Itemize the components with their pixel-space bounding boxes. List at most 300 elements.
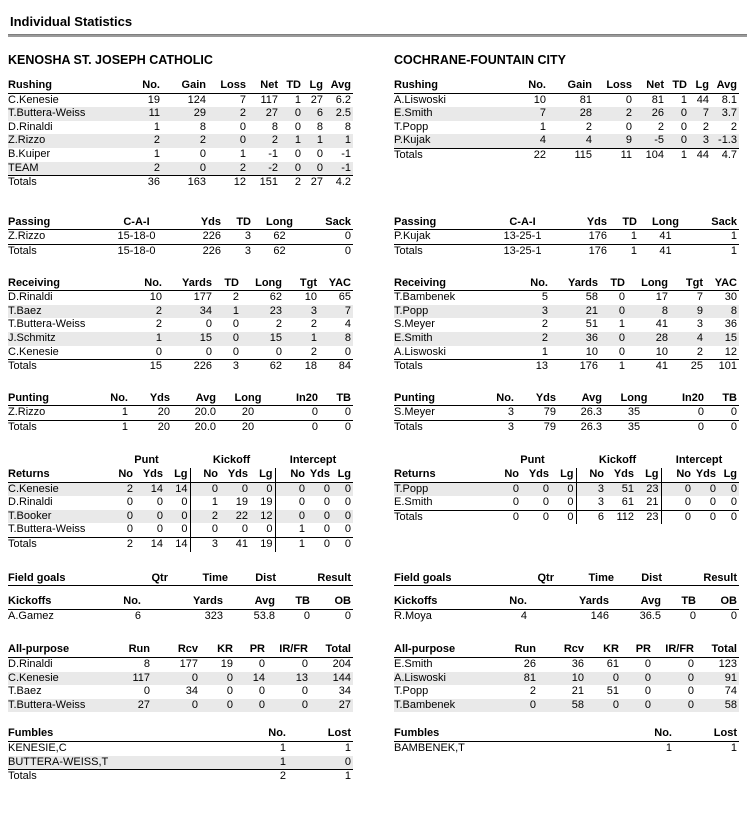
column-header-cell: Yds xyxy=(185,216,223,230)
player-name-cell: D.Rinaldi xyxy=(8,120,53,133)
stat-cell: 0 xyxy=(143,685,150,698)
column-header-cell: No. xyxy=(494,277,550,291)
stat-row xyxy=(394,332,739,346)
stat-cell: 0 xyxy=(653,672,696,686)
player-name-cell: D.Rinaldi xyxy=(8,291,53,304)
stat-row xyxy=(394,291,739,305)
stat-row xyxy=(394,496,739,510)
stat-cell: 1 xyxy=(108,332,164,346)
stat-cell: 35 xyxy=(627,406,641,419)
stat-cell: 0 xyxy=(156,496,163,509)
stat-cell: 22 xyxy=(502,148,548,162)
stat-cell: 0 xyxy=(280,107,303,121)
totals-label-cell: Totals xyxy=(394,360,494,374)
stat-cell: 62 xyxy=(269,291,282,304)
totals-label-cell: Totals xyxy=(394,420,479,434)
stat-cell: 0 xyxy=(241,523,249,536)
stat-cell: 1 xyxy=(325,134,353,148)
stat-cell: 11 xyxy=(594,148,634,162)
stat-cell: 0 xyxy=(258,685,265,698)
stat-cell: 12 xyxy=(250,510,275,524)
stat-cell: 0 xyxy=(135,510,165,524)
stat-cell: 10 xyxy=(533,93,546,106)
stat-cell: 62 xyxy=(273,230,286,243)
stat-cell: 1 xyxy=(618,318,625,331)
column-header-cell: No xyxy=(190,468,220,482)
column-header-cell: Loss xyxy=(594,79,634,93)
stat-row xyxy=(8,406,353,421)
column-header-cell: Rcv xyxy=(152,643,200,657)
stat-cell: 6 xyxy=(134,609,141,622)
stat-cell: 12 xyxy=(724,345,737,358)
column-header-cell: Yards xyxy=(529,595,611,609)
stat-cell: 0 xyxy=(181,496,188,509)
column-header-cell: In20 xyxy=(280,392,320,406)
stat-cell: 0 xyxy=(521,482,551,496)
stat-cell: 0 xyxy=(344,523,352,536)
stat-cell: 0 xyxy=(542,496,549,509)
punting-table xyxy=(394,392,739,435)
column-header-row xyxy=(394,727,739,741)
column-header-cell: Yds xyxy=(516,392,558,406)
stat-cell: 27 xyxy=(303,176,325,190)
stat-cell: 0 xyxy=(653,699,696,713)
stat-cell: 26.3 xyxy=(558,420,604,434)
player-name-cell: S.Meyer xyxy=(394,406,435,419)
stat-cell: 34 xyxy=(164,305,214,319)
stat-cell: 0 xyxy=(344,345,351,358)
column-header-cell: Avg xyxy=(325,79,353,93)
totals-label-cell: Totals xyxy=(8,244,90,258)
stat-cell: 0 xyxy=(266,523,273,536)
stat-cell: 41 xyxy=(220,538,250,552)
stat-cell: 0 xyxy=(235,699,267,713)
totals-label-cell: Totals xyxy=(394,148,502,162)
player-name-cell: E.Smith xyxy=(394,107,502,121)
player-name-cell: P.Kujak xyxy=(394,134,502,148)
column-header-row xyxy=(394,216,739,230)
section-label: Receiving xyxy=(394,277,494,291)
stat-cell: 2 xyxy=(310,345,317,358)
stat-cell: 7 xyxy=(689,107,711,121)
column-header-cell: Yds xyxy=(307,468,332,482)
spacer-cell xyxy=(8,454,105,468)
stat-cell: 2 xyxy=(116,134,162,148)
stat-cell: 61 xyxy=(621,496,635,509)
section-label: All-purpose xyxy=(8,643,106,657)
group-header-cell: Kickoff xyxy=(598,454,637,467)
column-header-cell: Lg xyxy=(718,468,739,482)
stat-row xyxy=(8,523,353,537)
stat-cell: 1 xyxy=(680,93,687,106)
stat-cell: 0 xyxy=(258,658,265,670)
stat-cell: 3 xyxy=(223,244,253,258)
stat-cell: 6 xyxy=(576,510,606,524)
player-name-cell: S.Meyer xyxy=(394,318,435,331)
stat-cell: 0 xyxy=(308,244,353,258)
stat-cell: 13 xyxy=(267,672,310,686)
stat-cell: 0 xyxy=(600,332,627,346)
column-header-cell: Total xyxy=(696,643,739,657)
stat-cell: 19 xyxy=(250,538,275,552)
stat-cell: 18 xyxy=(284,360,319,374)
column-header-cell: Avg xyxy=(611,595,663,609)
stat-cell: 19 xyxy=(220,658,233,670)
stat-row xyxy=(394,609,739,623)
stat-cell: 3 xyxy=(507,406,514,419)
stat-cell: 35 xyxy=(604,420,666,434)
stat-row xyxy=(8,121,353,135)
stat-cell: 1 xyxy=(730,230,737,243)
stat-cell: 61 xyxy=(606,658,619,670)
stat-row xyxy=(8,685,353,699)
stat-cell: 0 xyxy=(190,482,220,496)
player-name-cell: TEAM xyxy=(8,162,116,176)
stat-cell: 8.1 xyxy=(721,93,737,106)
stat-cell: 323 xyxy=(204,609,223,622)
stat-cell: 13-25-1 xyxy=(503,230,542,243)
stat-cell: 0 xyxy=(200,699,235,713)
stat-cell: 51 xyxy=(585,318,598,331)
player-name-cell: E.Smith xyxy=(394,496,433,509)
column-header-cell: Lg xyxy=(689,79,711,93)
stat-cell: 112 xyxy=(606,510,636,524)
stat-cell: 0 xyxy=(323,523,331,536)
stat-row xyxy=(8,658,353,672)
column-header-cell: Result xyxy=(278,572,353,586)
column-header-cell: TD xyxy=(609,216,639,230)
stat-cell: 0 xyxy=(644,658,651,670)
stat-cell: 2 xyxy=(208,162,248,176)
column-header-cell: Long xyxy=(604,392,666,406)
column-header-cell: In20 xyxy=(666,392,706,406)
totals-label-cell: Totals xyxy=(8,538,105,552)
player-name-cell: T.Popp xyxy=(394,305,494,319)
column-header-cell: IR/FR xyxy=(653,643,696,657)
column-header-cell: Long xyxy=(253,216,308,230)
stat-cell: 0 xyxy=(232,318,239,331)
stat-cell: 4 xyxy=(520,609,527,622)
stat-cell: 41 xyxy=(659,230,672,243)
column-header-cell: TB xyxy=(663,595,698,609)
stat-cell: 0 xyxy=(250,482,275,496)
player-name-cell: R.Moya xyxy=(394,609,432,622)
player-name-cell: J.Schmitz xyxy=(8,332,108,346)
stat-cell: 11 xyxy=(116,107,162,121)
column-header-cell: No. xyxy=(594,727,674,741)
stat-cell: 41 xyxy=(655,318,668,331)
stat-cell: 0 xyxy=(586,699,621,713)
column-header-row xyxy=(394,572,739,586)
column-header-cell: No. xyxy=(479,392,516,406)
stat-cell: 1 xyxy=(539,120,546,133)
stat-cell: 25 xyxy=(670,360,705,374)
stat-cell: 1 xyxy=(153,147,160,160)
stat-cell: 2 xyxy=(702,120,709,133)
stat-cell: 3 xyxy=(214,360,241,374)
kickoffs-table xyxy=(394,595,739,623)
stat-cell: 1 xyxy=(239,147,246,160)
column-header-cell: Net xyxy=(634,79,666,93)
stat-cell: 0 xyxy=(280,420,320,434)
teams-grid xyxy=(8,53,747,784)
stat-row xyxy=(394,230,739,245)
player-name-cell: T.Bambenek xyxy=(394,699,492,713)
receiving-table xyxy=(394,277,739,374)
player-name-cell: T.Baez xyxy=(8,685,42,698)
stat-row xyxy=(394,685,739,699)
stat-cell: 23 xyxy=(241,305,284,319)
stat-cell: 177 xyxy=(193,291,212,304)
stat-cell: 4 xyxy=(502,134,548,148)
stat-cell: 0 xyxy=(307,538,332,552)
stat-cell: 36 xyxy=(550,332,600,346)
stat-cell: 58 xyxy=(585,291,598,304)
stat-row xyxy=(8,346,353,360)
totals-row xyxy=(394,148,739,162)
column-header-cell: No. xyxy=(93,392,130,406)
column-header-cell: OB xyxy=(698,595,739,609)
stat-cell: -1 xyxy=(325,162,353,176)
stat-cell: 3 xyxy=(190,538,220,552)
stat-cell: 0 xyxy=(687,685,694,698)
stat-cell: 15 xyxy=(705,332,739,346)
player-name-cell: D.Rinaldi xyxy=(8,658,53,670)
stat-cell: 36 xyxy=(724,318,737,331)
spacer-cell xyxy=(394,454,491,468)
stat-cell: 0 xyxy=(551,510,576,524)
stat-cell: 0 xyxy=(697,406,704,419)
stat-cell: 0 xyxy=(301,685,308,698)
stat-cell: 1 xyxy=(609,244,639,258)
player-name-cell: T.Bambenek xyxy=(394,291,456,304)
stat-cell: 1 xyxy=(284,332,319,346)
column-header-cell: Yds xyxy=(571,216,609,230)
stat-cell: 26 xyxy=(634,107,666,121)
group-header-row xyxy=(394,454,739,468)
stat-cell: 0 xyxy=(316,147,323,160)
team-heading-visitor: COCHRANE-FOUNTAIN CITY xyxy=(394,53,566,67)
stat-row xyxy=(394,107,739,121)
stat-cell: 2 xyxy=(108,305,164,319)
stat-cell: 10 xyxy=(585,345,598,358)
stat-cell: 4.2 xyxy=(325,176,353,190)
column-header-cell: Total xyxy=(310,643,353,657)
group-header-cell: Kickoff xyxy=(212,454,251,467)
stat-cell: 2 xyxy=(105,482,135,496)
stat-cell: 1 xyxy=(208,756,288,770)
stat-cell: 1 xyxy=(275,523,307,537)
stat-cell: 2 xyxy=(232,291,239,304)
stat-cell: 3 xyxy=(576,496,606,510)
player-name-cell: E.Smith xyxy=(394,658,433,670)
stat-cell: 0 xyxy=(344,496,352,509)
stat-row xyxy=(8,482,353,496)
stat-cell: 0 xyxy=(190,523,220,537)
stat-cell: 226 xyxy=(185,244,223,258)
stat-cell: 1 xyxy=(730,741,737,754)
column-header-cell: Yds xyxy=(693,468,718,482)
player-name-cell: KENESIE,C xyxy=(8,741,67,754)
fumbles-table xyxy=(394,727,739,755)
stat-cell: -1 xyxy=(268,147,278,160)
column-header-cell: Lost xyxy=(288,727,353,741)
fumbles-table xyxy=(8,727,353,783)
stat-cell: 0 xyxy=(239,120,246,133)
player-name-cell: Z.Rizzo xyxy=(8,230,46,243)
stat-cell: 0 xyxy=(693,510,718,524)
totals-label-cell: Totals xyxy=(8,360,108,374)
player-name-cell: T.Buttera-Weiss xyxy=(8,699,106,713)
passing-table xyxy=(394,216,739,259)
stat-cell: 0 xyxy=(600,305,627,319)
stat-cell: 10 xyxy=(149,291,162,304)
stat-cell: 1 xyxy=(303,134,325,148)
column-header-cell: Avg xyxy=(711,79,739,93)
column-header-cell: No. xyxy=(103,595,143,609)
stat-cell: 22 xyxy=(220,510,250,524)
stat-cell: 51 xyxy=(606,685,619,698)
column-header-cell: Yards xyxy=(143,595,225,609)
column-header-row xyxy=(394,79,739,93)
column-header-row xyxy=(8,392,353,406)
stat-cell: 8 xyxy=(199,120,206,133)
column-header-cell: Long xyxy=(627,277,670,291)
section-label: Passing xyxy=(394,216,476,230)
column-header-row xyxy=(394,468,739,482)
group-header-row xyxy=(8,454,353,468)
stat-cell: 1 xyxy=(121,406,128,419)
stat-cell: 1 xyxy=(279,741,286,754)
column-header-cell: Dist xyxy=(616,572,664,586)
player-name-cell: BAMBENEK,T xyxy=(394,741,465,754)
stat-cell: 23 xyxy=(636,510,661,524)
stat-row xyxy=(394,699,739,713)
stat-cell: 1 xyxy=(93,420,130,434)
stat-cell: 58 xyxy=(538,699,586,713)
column-header-row xyxy=(394,643,739,657)
stat-cell: 44 xyxy=(696,93,709,106)
stat-row xyxy=(394,305,739,319)
column-header-cell: Yds xyxy=(135,468,165,482)
player-name-cell: E.Smith xyxy=(394,332,494,346)
stat-cell: 5 xyxy=(541,291,548,304)
stat-cell: 8 xyxy=(319,332,353,346)
stat-cell: -2 xyxy=(248,162,280,176)
group-header-cell: Intercept xyxy=(675,454,723,467)
stat-cell: 0 xyxy=(689,609,696,622)
stat-cell: 0 xyxy=(165,510,190,524)
section-label: Punting xyxy=(8,392,93,406)
stat-cell: 0 xyxy=(492,699,538,713)
stat-cell: 0 xyxy=(105,510,135,524)
page-title: Individual Statistics xyxy=(10,14,133,29)
stat-cell: 2 xyxy=(494,332,550,346)
stat-cell: 4.7 xyxy=(711,148,739,162)
stat-cell: 0 xyxy=(730,496,738,509)
stat-cell: 20 xyxy=(218,420,280,434)
totals-row xyxy=(394,510,739,524)
stat-cell: 2 xyxy=(657,120,664,133)
stat-row xyxy=(8,93,353,107)
column-header-cell: Lg xyxy=(332,468,353,482)
stat-cell: 2 xyxy=(162,134,208,148)
section-label: Rushing xyxy=(394,79,502,93)
column-header-cell: No xyxy=(105,468,135,482)
stat-cell: 21 xyxy=(646,496,659,509)
stat-cell: 7 xyxy=(502,107,548,121)
stat-cell: 15 xyxy=(164,332,214,346)
stat-cell: 0 xyxy=(551,482,576,496)
stat-cell: 36 xyxy=(116,176,162,190)
stat-cell: 15 xyxy=(108,360,164,374)
stat-row xyxy=(394,406,739,421)
column-header-cell: Result xyxy=(664,572,739,586)
stat-cell: 14 xyxy=(235,672,267,686)
column-header-cell: TB xyxy=(706,392,739,406)
column-header-cell: Sack xyxy=(308,216,353,230)
column-header-cell: OB xyxy=(312,595,353,609)
stat-cell: 21 xyxy=(571,685,584,698)
stat-cell: 81 xyxy=(579,93,592,106)
stat-cell: 2 xyxy=(208,770,288,784)
column-header-cell: TD xyxy=(280,79,303,93)
stat-cell: 146 xyxy=(590,609,609,622)
stat-cell: 19 xyxy=(235,496,249,509)
team-heading-home: KENOSHA ST. JOSEPH CATHOLIC xyxy=(8,53,213,67)
column-header-cell: Gain xyxy=(162,79,208,93)
stat-cell: 79 xyxy=(543,406,556,419)
totals-row xyxy=(8,360,353,374)
player-name-cell: B.Kuiper xyxy=(8,147,51,160)
column-header-cell: No xyxy=(491,468,521,482)
stat-cell: 26 xyxy=(523,658,536,670)
column-header-row xyxy=(8,572,353,586)
stat-cell: 2 xyxy=(594,107,634,121)
stat-row xyxy=(8,699,353,713)
field-goals-table xyxy=(394,572,739,587)
stat-row xyxy=(8,318,353,332)
stat-cell: 0 xyxy=(730,406,737,419)
stat-row xyxy=(394,134,739,148)
stat-cell: 3 xyxy=(696,318,703,331)
section-label: Punting xyxy=(394,392,479,406)
stat-cell: 117 xyxy=(260,93,278,106)
stat-cell: 17 xyxy=(655,291,668,304)
stat-cell: 1 xyxy=(214,305,241,319)
stat-row xyxy=(394,346,739,360)
stat-cell: 8 xyxy=(316,120,323,133)
column-header-row xyxy=(8,727,353,741)
stat-cell: 53.8 xyxy=(253,609,275,622)
totals-label-cell: Totals xyxy=(394,510,491,524)
all-purpose-table xyxy=(394,643,739,712)
stat-cell: 65 xyxy=(338,291,351,304)
column-header-cell: Avg xyxy=(558,392,604,406)
stat-cell: 0 xyxy=(618,291,625,304)
column-header-cell: Long xyxy=(639,216,694,230)
kickoffs-table xyxy=(8,595,353,623)
stat-cell: 81 xyxy=(651,93,664,106)
section-label: Rushing xyxy=(8,79,116,93)
stat-cell: 0 xyxy=(126,496,133,509)
stat-cell: 0 xyxy=(567,496,574,509)
column-header-cell: Run xyxy=(492,643,538,657)
column-header-cell: Yds xyxy=(606,468,636,482)
stat-cell: 0 xyxy=(512,496,519,509)
column-header-cell: Lg xyxy=(551,468,576,482)
stat-row xyxy=(394,741,739,755)
